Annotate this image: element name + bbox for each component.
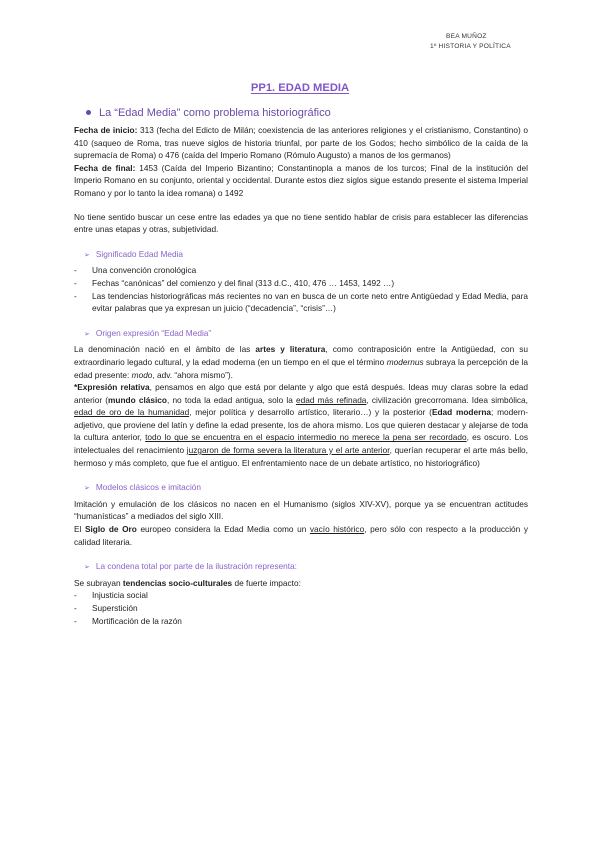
subheading-text: Origen expresión “Edad Media” (95, 327, 212, 338)
condena-intro: Se subrayan tendencias socio-culturales de fuerte impacto: (74, 577, 301, 588)
fecha-inicio-label: Fecha de inicio: (74, 125, 138, 135)
fecha-final-text: 1453 (Caída del Imperio Bizantino; Constantinopla a manos de los turcos; Final de la institución del Imperio Romano en su conjunto, oriental y occidental. Durante estos diez siglos sigue estando presente el sistema Imperial Romano y por lo tanto la idea romana) o 1492 (74, 162, 528, 198)
subheading-modelos (84, 481, 528, 496)
condena-list (74, 589, 528, 627)
subheading-significado (84, 248, 528, 263)
subheading-text: La condena total por parte de la ilustración representa: (95, 561, 297, 572)
modelos-paragraph-1: Imitación y emulación de los clásicos no nacen en el Humanismo (siglos XIV-XV), porque ya se encuentran actitudes “humanísticas” a mediados del siglo XIII. (74, 498, 528, 522)
modelos-paragraph-2: El Siglo de Oro europeo considera la Edad Media como un vacío histórico, pero sólo con respecto a la producción y calidad literaria. (74, 524, 528, 547)
author-header (430, 32, 570, 52)
list-item: - Fechas “canónicas” del comienzo y del final (313 d.C., 410, 476 … 1453, 1492 …) (74, 277, 528, 290)
origen-paragraph-1: La denominación nació en el ámbito de las artes y literatura, como contraposición entre la Antigüedad, con su extraordinario legado cultural, y la edad moderna (en un tiempo en el que el término modernus subraya la percepción de la edad presente: modo, adv. “ahora mismo”). (74, 344, 528, 380)
subheading-condena (84, 560, 528, 575)
list-item: - Injusticia social (74, 589, 528, 602)
list-item: - Las tendencias historiográficas más recientes no van en busca de un corte neto entre Antigüedad y Edad Media, para evitar palabras que ya expresan un juicio (“decadencia”, “crisis”…) (74, 290, 528, 315)
arrow-bullet-icon: ➢ (84, 330, 90, 338)
arrow-bullet-icon: ➢ (84, 251, 90, 259)
crisis-paragraph: No tiene sentido buscar un cese entre las edades ya que no tiene sentido hablar de crisis para establecer las diferencias entre unas etapas y otras, subjetividad. (74, 211, 528, 235)
subheading-text: Significado Edad Media (95, 248, 184, 259)
subheading-origen (84, 327, 528, 342)
fecha-inicio-text: 313 (fecha del Edicto de Milán; coexistencia de las anteriores religiones y el cristianismo, Constantino) o 410 (saqueo de Roma, tras nueve siglos de historia triunfal, por parte de los Godos; hecho simbólico de la caída de la supremacía de Roma) o 476 (caída del Imperio Romano (Rómulo Augusto) a manos de los germanos) (74, 125, 528, 161)
bullet-dot-icon (86, 110, 91, 115)
fecha-inicio-paragraph (74, 124, 528, 162)
section-heading-problema (86, 106, 528, 120)
arrow-bullet-icon: ➢ (84, 564, 90, 572)
author-course: 1º HISTORIA Y POLÍTICA (430, 43, 511, 50)
origen-paragraph-2: *Expresión relativa, pensamos en algo que está por delante y algo que está después. Ideas muy claras sobre la edad anterior (mundo clásico, no toda la edad antigua, solo la edad más refinada, civilización grecorromana. Idea simbólica, edad de oro de la humanidad, mejor política y desarrollo artístico, literario…) y la posterior (Edad moderna; modern-adjetivo, que proviene del latín y define la edad presente, los de ahora mismo. Los que quieren destacar y alejarse de toda la cultura anterior, todo lo que se encuentra en el espacio intermedio no merece la pena ser recordado, es oscuro. Los intelectuales del renacimiento juzgaron de forma severa la literatura y el arte anterior, querían recuperar el arte más bello, hermoso y más completo, que fue el antiguo. El enfrentamiento nace de un debate artístico, no historiográfico) (74, 382, 528, 468)
author-name: BEA MUÑOZ (446, 33, 487, 40)
significado-list (74, 264, 528, 314)
document-body (74, 104, 528, 627)
arrow-bullet-icon: ➢ (84, 485, 90, 493)
fecha-final-paragraph (74, 162, 528, 200)
list-item: - Mortificación de la razón (74, 615, 528, 628)
fecha-final-label: Fecha de final: (74, 162, 136, 173)
spacer (74, 200, 528, 211)
section-heading-text: La “Edad Media” como problema historiográfico (99, 107, 331, 119)
document-title: PP1. EDAD MEDIA (250, 82, 350, 94)
subheading-text: Modelos clásicos e imitación (95, 482, 202, 493)
list-item: - Superstición (74, 602, 528, 615)
list-item: - Una convención cronológica (74, 264, 528, 277)
